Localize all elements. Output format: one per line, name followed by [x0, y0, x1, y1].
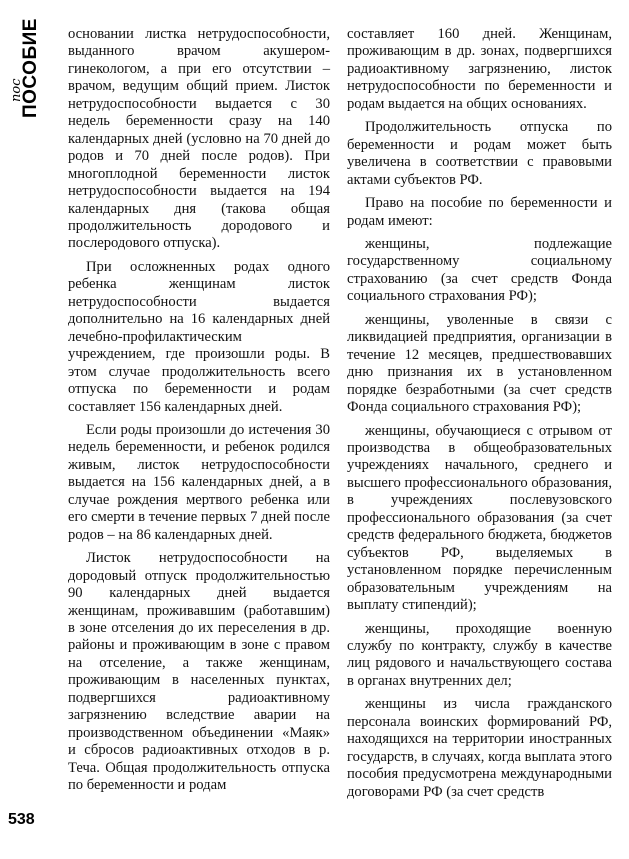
list-item: женщины, обучающиеся с отрывом от производства в общеобразовательных учреждениях начального, среднего и высшего профессионального образования, в учреждениях послевузовского профессионального образования (за счет средств федерального бюджета, бюджетов субъектов РФ, выделяемых в установленном порядке перечисленным образовательным учреждениям на выплату стипендий);	[347, 422, 612, 614]
publisher-logo: пос	[9, 78, 24, 102]
paragraph: Продолжительность отпуска по беременности и родам может быть увеличена в соответствии с правовыми актами субъектов РФ.	[347, 119, 612, 188]
right-column	[347, 26, 612, 807]
list-item: женщины, уволенные в связи с ликвидацией предприятия, организации в течение 12 месяцев, предшествовавших дню признания их в установленном порядке безработными (за счет средств Фонда социального страхования РФ);	[347, 311, 612, 416]
paragraph: Право на пособие по беременности и родам имеют:	[347, 195, 612, 229]
paragraph: составляет 160 дней. Женщинам, проживающим в др. зонах, подвергшихся радиоактивному загрязнению, листок нетрудоспособности по беременности и родам выдается на общих основаниях.	[347, 26, 612, 112]
list-item: женщины, проходящие военную службу по контракту, службу в качестве лиц рядового и начальствующего состава в органах внутренних дел;	[347, 620, 612, 689]
left-column	[68, 26, 330, 800]
paragraph: Листок нетрудоспособности на дородовый отпуск продолжительностью 90 календарных дней выдается женщинам, проживавшим (работавшим) в зоне отселения до их переселения в др. районы и проживающим в зоне с правом на отселение, а также женщинам, проживающим в населенных пунктах, подвергшихся радиоактивному загрязнению вследствие аварии на производственном объединении «Маяк» и сбросов радиоактивных отходов в р. Теча. Общая продолжительность отпуска по беременности и родам	[68, 550, 330, 794]
list-item: женщины, подлежащие государственному социальному страхованию (за счет средств Фонда социального страхования РФ);	[347, 235, 612, 305]
running-header	[6, 20, 58, 130]
paragraph: основании листка нетрудоспособности, выданного врачом акушером-гинекологом, а при его отсутствии – врачом, ведущим общий прием. Листок нетрудоспособности выдается с 30 недель беременности сразу на 140 календарных дней (условно на 70 дней до родов и 70 дней после родов). При многоплодной беременности листок нетрудоспособности выдается на 194 календарных дня (такова общая продолжительность дородового и послеродового отпуска).	[68, 26, 330, 252]
list-item: женщины из числа гражданского персонала воинских формирований РФ, находящихся на территории иностранных государств, в случаях, когда выплата этого пособия предусмотрена международными договорами РФ (за счет средств	[347, 696, 612, 800]
paragraph: При осложненных родах одного ребенка женщинам листок нетрудоспособности выдается дополнительно на 16 календарных дней лечебно-профилактическим учреждением, где произошли роды. В этом случае продолжительность всего отпуска по беременности и родам составляет 156 календарных дней.	[68, 258, 330, 415]
page-number: 538	[8, 811, 35, 828]
paragraph: Если роды произошли до истечения 30 недель беременности, и ребенок родился живым, листок нетрудоспособности выдается на 156 календарных дней, а в случае рождения мертвого ребенка или его смерти в течение первых 7 дней после родов – на 86 календарных дней.	[68, 421, 330, 543]
section-title: ПОСОБИЕ	[20, 18, 41, 118]
